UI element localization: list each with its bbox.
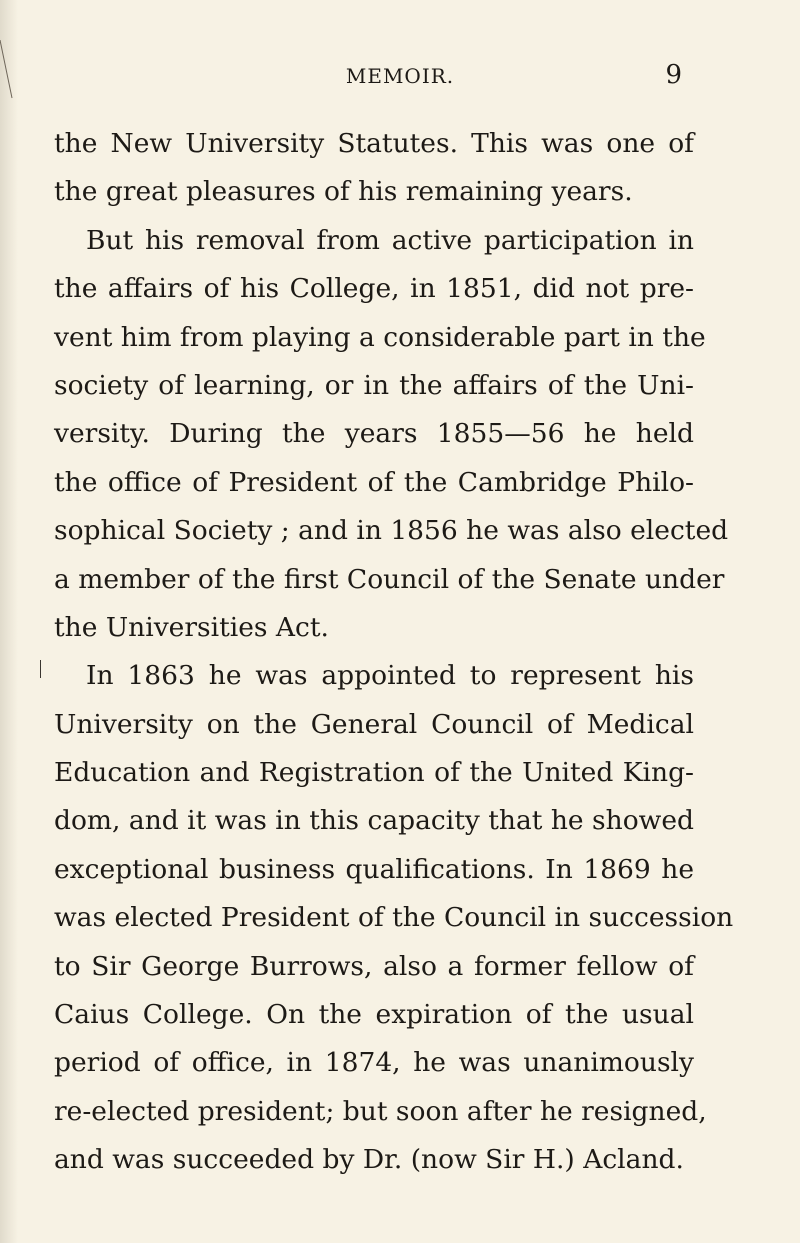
body-text (54, 120, 734, 1185)
text-line: a member of the first Council of the Senate under (54, 563, 725, 595)
text-line: Caius College. On the expiration of the usual (54, 999, 694, 1031)
text-line: versity. During the years 1855—56 he held (54, 418, 694, 450)
text-line: and was succeeded by Dr. (now Sir H.) Acland. (54, 1144, 684, 1176)
margin-mark (40, 660, 41, 678)
page-fold-mark (0, 40, 14, 100)
page-header (118, 60, 682, 94)
page-number: 9 (665, 60, 682, 90)
text-line: University on the General Council of Medical (54, 708, 694, 740)
text-line: the affairs of his College, in 1851, did not pre- (54, 273, 694, 305)
text-line: society of learning, or in the affairs of the Uni- (54, 369, 694, 401)
text-line: sophical Society ; and in 1856 he was also elected (54, 515, 729, 547)
text-line: the New University Statutes. This was one of (54, 128, 694, 159)
text-line: to Sir George Burrows, also a former fellow of (54, 950, 694, 982)
text-line: period of office, in 1874, he was unanimously (54, 1047, 694, 1079)
text-line: Education and Registration of the United King- (54, 757, 694, 789)
text-line: the great pleasures of his remaining years. (54, 176, 633, 208)
running-head: MEMOIR. (345, 64, 455, 88)
text-line: In 1863 he was appointed to represent his (86, 660, 694, 692)
text-line: the office of President of the Cambridge Philo- (54, 466, 694, 498)
text-line: exceptional business qualifications. In 1869 he (54, 853, 694, 885)
text-line: But his removal from active participation in (86, 224, 694, 256)
text-line: the Universities Act. (54, 611, 329, 643)
text-line: re-elected president; but soon after he resigned, (54, 1095, 707, 1127)
text-line: was elected President of the Council in succession (54, 902, 734, 934)
text-line: dom, and it was in this capacity that he showed (54, 805, 694, 837)
gutter-shadow (0, 0, 18, 1243)
text-line: vent him from playing a considerable part in the (54, 321, 706, 353)
